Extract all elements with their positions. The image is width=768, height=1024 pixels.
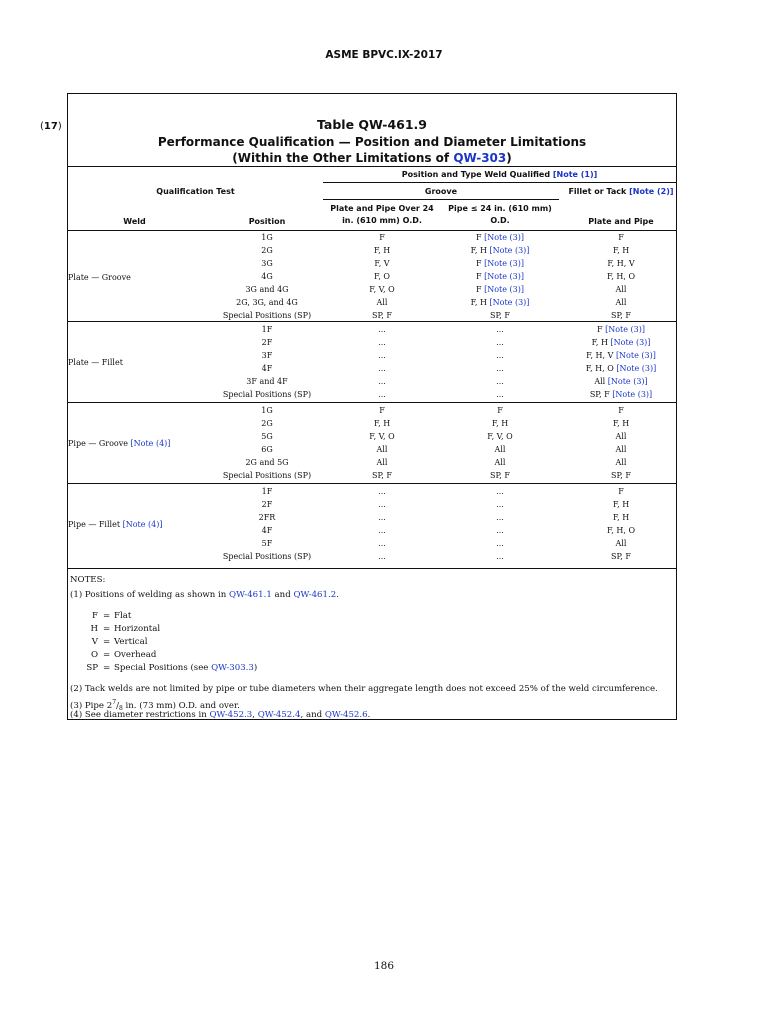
cell-value: ...: [496, 364, 504, 373]
cell-value: All: [615, 285, 627, 294]
cell-value: ...: [496, 487, 504, 496]
note-1-and: and: [271, 590, 294, 600]
plate-pipe-over-24-cell: F, V, O: [369, 285, 395, 294]
cell-value: ...: [496, 500, 504, 509]
note-3: (3) Pipe $2^7/_8$ in. (73 mm) O.D. and over.: [70, 699, 240, 712]
abbrev-key: H: [90, 624, 98, 634]
cell-value: F, H: [470, 246, 487, 255]
plate-pipe-over-24-cell: F, H: [373, 246, 391, 255]
fillet-tack-cell: [559, 377, 683, 387]
cell-value: F: [476, 272, 482, 281]
qw-303-3-link[interactable]: QW-303.3: [211, 663, 254, 673]
cell-value: F, H, O: [585, 364, 614, 373]
group-rule: [68, 321, 676, 322]
pipe-le-24-cell: [441, 458, 559, 468]
abbrev-equals: =: [103, 663, 111, 673]
abbrev-value: [114, 624, 160, 635]
plate-pipe-over-24-cell: ...: [378, 364, 386, 373]
pipe-le-24-cell: [441, 406, 559, 416]
cell-value: ...: [496, 351, 504, 360]
abbrev-value-text: Vertical: [114, 637, 148, 647]
plate-pipe-over-24-cell: SP, F: [372, 311, 392, 320]
cell-value: F, V, O: [487, 432, 513, 441]
groove-header: Groove: [424, 187, 458, 196]
pipe-le-24-cell: [441, 298, 559, 308]
pipe-le-24-cell: [441, 390, 559, 400]
position-cell: 4F: [261, 364, 273, 373]
note-3-link[interactable]: [Note (3)]: [484, 285, 524, 294]
cell-value: All: [615, 298, 627, 307]
position-cell: Special Positions (SP): [222, 311, 312, 320]
cell-value: F: [597, 325, 603, 334]
plate-pipe-over-24-cell: All: [376, 445, 388, 454]
position-cell: 2F: [261, 500, 273, 509]
cell-value: SP, F: [611, 552, 631, 561]
abbrev-value-text: Flat: [114, 611, 132, 621]
note-3-link[interactable]: [Note (3)]: [484, 272, 524, 281]
cell-value: SP, F: [589, 390, 610, 399]
cell-value: F, H: [612, 419, 630, 428]
revision-mark: [40, 121, 62, 132]
plate-pipe-over-24-cell: SP, F: [372, 471, 392, 480]
fillet-tack-cell: [559, 513, 683, 523]
fillet-tack-cell: [559, 432, 683, 442]
abbrev-equals: =: [103, 624, 111, 634]
plate-pipe-over-24-cell: ...: [378, 539, 386, 548]
qw-452-6-link[interactable]: QW-452.6: [324, 710, 368, 720]
note-3-link[interactable]: [Note (3)]: [605, 325, 645, 334]
cell-value: F: [618, 487, 624, 496]
position-cell: 6G: [261, 445, 273, 454]
abbrev-value-text: Horizontal: [114, 624, 161, 634]
table-title: [67, 117, 677, 167]
pipe-le-24-cell: [441, 513, 559, 523]
fillet-tack-header: [559, 187, 683, 197]
position-cell: 1F: [261, 325, 273, 334]
note-1-link[interactable]: [Note (1)]: [552, 170, 598, 179]
weld-type-cell: [68, 520, 163, 530]
pipe-le-24-cell: [441, 471, 559, 481]
plate-pipe-over-24-cell: ...: [378, 325, 386, 334]
cell-value: SP, F: [611, 471, 631, 480]
position-cell: 5G: [261, 432, 273, 441]
fillet-tack-label: Fillet or Tack: [568, 187, 630, 196]
cell-value: F: [476, 233, 482, 242]
cell-value: F, H, V: [607, 259, 635, 268]
pipe-le-24-cell: [441, 246, 559, 256]
fillet-tack-cell: [559, 325, 683, 335]
table-number: Table QW-461.9: [317, 117, 427, 132]
position-cell: 1F: [261, 487, 273, 496]
note-4-text: (4) See diameter restrictions in: [70, 710, 210, 720]
abbrev-key: SP: [86, 663, 98, 673]
cell-value: F, H: [612, 500, 630, 509]
pipe-le-24-cell: [441, 285, 559, 295]
fillet-tack-cell: [559, 246, 683, 256]
pipe-le-24-cell: [441, 419, 559, 429]
position-cell: 4G: [261, 272, 273, 281]
notes-heading: NOTES:: [70, 575, 106, 585]
pipe-le-24-cell: [441, 311, 559, 321]
pipe-le-24-cell: [441, 445, 559, 455]
weld-type-label: Plate — Fillet: [68, 358, 123, 367]
position-cell: 1G: [261, 406, 273, 415]
note-3-link[interactable]: [Note (3)]: [484, 233, 524, 242]
weld-type-label: Pipe — Fillet: [68, 520, 121, 529]
plate-pipe-over-24-cell: F: [379, 233, 385, 242]
pipe-le-24-cell: [441, 233, 559, 243]
weld-type-cell: [68, 358, 123, 368]
position-type-header: [323, 170, 676, 180]
fillet-tack-cell: [559, 445, 683, 455]
position-cell: 5F: [261, 539, 273, 548]
weld-type-cell: [68, 439, 170, 449]
pipe-le-24-cell: [441, 259, 559, 269]
cell-value: All: [615, 458, 627, 467]
plate-pipe-over-header-line2: in. (610 mm) O.D.: [342, 216, 422, 225]
abbrev-equals: =: [103, 611, 111, 621]
header-rule-position-type: [323, 182, 676, 183]
cell-value: All: [615, 445, 627, 454]
abbrev-value-text: Overhead: [114, 650, 157, 660]
position-cell: 3F: [261, 351, 273, 360]
weld-header: Weld: [123, 217, 146, 226]
fillet-tack-cell: [559, 338, 683, 348]
abbrev-value: [114, 611, 131, 622]
plate-pipe-over-24-cell: All: [376, 298, 388, 307]
cell-value: ...: [496, 526, 504, 535]
qw-452-3-link[interactable]: QW-452.3: [209, 710, 253, 720]
abbrev-close-paren: ): [253, 663, 258, 673]
plate-pipe-over-24-cell: ...: [378, 377, 386, 386]
position-cell: 2G and 5G: [245, 458, 289, 467]
weld-type-cell: [68, 273, 131, 283]
cell-value: F, H, V: [586, 351, 614, 360]
plate-pipe-over-24-cell: ...: [378, 513, 386, 522]
abbrev-value: [114, 650, 156, 661]
note-4: [70, 710, 370, 721]
fillet-tack-cell: [559, 552, 683, 562]
position-cell: Special Positions (SP): [222, 552, 312, 561]
cell-value: SP, F: [490, 471, 510, 480]
note-4-sep-1: ,: [252, 710, 258, 720]
fillet-tack-cell: [559, 311, 683, 321]
note-3-link[interactable]: [Note (3)]: [612, 390, 653, 399]
cell-value: SP, F: [611, 311, 631, 320]
pipe-le-header-line2: O.D.: [490, 216, 510, 225]
position-header: Position: [248, 217, 286, 226]
plate-pipe-over-24-cell: ...: [378, 552, 386, 561]
fillet-tack-cell: [559, 500, 683, 510]
weld-type-label: Plate — Groove: [68, 272, 131, 282]
note-1: [70, 590, 339, 601]
qw-461-2-link[interactable]: QW-461.2: [293, 590, 337, 600]
revision-open-paren: (: [40, 121, 44, 132]
pipe-le-24-cell: [441, 351, 559, 361]
plate-pipe-over-24-cell: All: [376, 458, 388, 467]
plate-pipe-over-24-cell: ...: [378, 500, 386, 509]
revision-close-paren: ): [57, 121, 62, 132]
group-rule: [68, 483, 676, 484]
pipe-le-24-cell: [441, 325, 559, 335]
position-cell: 2G: [261, 419, 273, 428]
cell-value: ...: [496, 377, 504, 386]
plate-pipe-over-24-cell: ...: [378, 351, 386, 360]
fillet-tack-cell: [559, 406, 683, 416]
cell-value: All: [494, 445, 506, 454]
note-1-text: (1) Positions of welding as shown in: [70, 590, 230, 600]
note-3-link[interactable]: [Note (3)]: [484, 259, 524, 268]
note-3-link[interactable]: [Note (3)]: [610, 338, 651, 347]
note-2-link[interactable]: [Note (2)]: [629, 187, 674, 196]
cell-value: ...: [496, 513, 504, 522]
cell-value: ...: [496, 338, 504, 347]
cell-value: All: [615, 539, 627, 548]
cell-value: F, H: [491, 419, 509, 428]
weld-note-link[interactable]: [Note (4)]: [122, 520, 163, 529]
header-rule-top: [68, 166, 676, 167]
note-2: (2) Tack welds are not limited by pipe or tube diameters when their aggregate length does not exceed 25% of the weld circumference.: [70, 684, 658, 694]
note-1-period: .: [336, 590, 339, 600]
position-cell: 2F: [261, 338, 273, 347]
note-3-prefix: (3) Pipe 2: [70, 701, 113, 711]
plate-and-pipe-header: Plate and Pipe: [588, 217, 654, 226]
note-3-link[interactable]: [Note (3)]: [489, 246, 530, 255]
position-cell: 2G: [261, 246, 273, 255]
cell-value: ...: [496, 325, 504, 334]
position-cell: Special Positions (SP): [222, 390, 312, 399]
abbrev-value-text: Special Positions (see: [114, 663, 212, 673]
plate-pipe-over-24-cell: F, O: [374, 272, 390, 281]
qw-461-1-link[interactable]: QW-461.1: [229, 590, 272, 600]
revision-number: 17: [43, 121, 58, 132]
cell-value: ...: [496, 539, 504, 548]
plate-pipe-over-24-cell: F: [379, 406, 385, 415]
fillet-tack-cell: [559, 539, 683, 549]
position-cell: 3G and 4G: [245, 285, 289, 294]
plate-pipe-over-24-cell: ...: [378, 338, 386, 347]
cell-value: All: [615, 432, 627, 441]
fillet-tack-cell: [559, 259, 683, 269]
pipe-le-24-cell: [441, 552, 559, 562]
abbrev-key: V: [91, 637, 98, 647]
fillet-tack-cell: [559, 285, 683, 295]
plate-pipe-over-header-line1: Plate and Pipe Over 24: [330, 204, 434, 213]
cell-value: F, H, O: [606, 272, 635, 281]
cell-value: ...: [496, 390, 504, 399]
abbrev-equals: =: [103, 650, 111, 660]
weld-note-link[interactable]: [Note (4)]: [130, 439, 171, 448]
subcaption-prefix: (Within the Other Limitations of: [232, 151, 454, 165]
plate-pipe-over-24-cell: F, V: [374, 259, 390, 268]
plate-pipe-over-24-cell: ...: [378, 487, 386, 496]
note-3-link[interactable]: [Note (3)]: [616, 364, 657, 373]
plate-pipe-over-24-cell: ...: [378, 390, 386, 399]
fillet-tack-cell: [559, 419, 683, 429]
abbrev-value: [114, 637, 148, 648]
pipe-le-24-cell: [441, 377, 559, 387]
cell-value: F, H: [612, 513, 630, 522]
pipe-le-24-cell: [441, 526, 559, 536]
pipe-le-24-cell: [441, 539, 559, 549]
position-cell: 1G: [261, 233, 273, 242]
pipe-le-24-cell: [441, 500, 559, 510]
table-subcaption: [67, 150, 677, 167]
position-cell: 3F and 4F: [246, 377, 288, 386]
pipe-le-24-cell: [441, 487, 559, 497]
qualification-test-header: Qualification Test: [156, 187, 235, 196]
group-rule: [68, 402, 676, 403]
note-3-suffix: in. (73 mm) O.D. and over.: [122, 701, 240, 711]
position-cell: 2FR: [258, 513, 276, 522]
abbrev-value: [114, 663, 257, 674]
fillet-tack-cell: [559, 351, 683, 361]
running-header: ASME BPVC.IX-2017: [325, 49, 443, 61]
fillet-tack-cell: [559, 298, 683, 308]
table-caption: Performance Qualification — Position and Diameter Limitations: [157, 134, 587, 149]
position-type-label: Position and Type Weld Qualified: [401, 170, 553, 179]
plate-pipe-over-24-cell: F, H: [373, 419, 391, 428]
fillet-tack-cell: [559, 364, 683, 374]
cell-value: F, H: [612, 246, 630, 255]
cell-value: F, H, O: [606, 526, 635, 535]
pipe-le-24-cell: [441, 432, 559, 442]
fillet-tack-cell: [559, 458, 683, 468]
cell-value: F: [618, 233, 624, 242]
abbrev-key: O: [90, 650, 98, 660]
cell-value: F: [497, 406, 503, 415]
cell-value: All: [594, 377, 606, 386]
page-number: 186: [373, 960, 395, 972]
cell-value: F: [476, 285, 482, 294]
fillet-tack-cell: [559, 272, 683, 282]
fillet-tack-cell: [559, 471, 683, 481]
group-rule: [68, 568, 676, 569]
note-3-link[interactable]: [Note (3)]: [615, 351, 656, 360]
cell-value: F: [476, 259, 482, 268]
fillet-tack-cell: [559, 487, 683, 497]
plate-pipe-over-24-cell: ...: [378, 526, 386, 535]
note-3-link[interactable]: [Note (3)]: [607, 377, 648, 386]
abbrev-equals: =: [103, 637, 111, 647]
subcaption-suffix: ): [506, 151, 512, 165]
plate-pipe-over-24-cell: F, V, O: [369, 432, 395, 441]
position-cell: 2G, 3G, and 4G: [236, 298, 298, 307]
note-3-fraction-denominator: 8: [118, 705, 123, 712]
cell-value: ...: [496, 552, 504, 561]
cell-value: F: [618, 406, 624, 415]
weld-type-label: Pipe — Groove: [68, 439, 128, 448]
cell-value: F, H: [470, 298, 487, 307]
position-cell: 4F: [261, 526, 273, 535]
fillet-tack-cell: [559, 526, 683, 536]
note-4-period: .: [367, 710, 371, 720]
position-cell: Special Positions (SP): [222, 471, 312, 480]
pipe-le-header-line1: Pipe ≤ 24 in. (610 mm): [448, 204, 552, 213]
header-rule-bottom: [68, 230, 676, 231]
note-3-link[interactable]: [Note (3)]: [489, 298, 530, 307]
note-4-sep-2: , and: [300, 710, 325, 720]
pipe-le-24-cell: [441, 338, 559, 348]
cell-value: F, H: [591, 338, 608, 347]
cell-value: All: [494, 458, 506, 467]
pipe-le-24-cell: [441, 364, 559, 374]
qw-452-4-link[interactable]: QW-452.4: [257, 710, 301, 720]
header-rule-groove: [323, 199, 559, 200]
fillet-tack-cell: [559, 390, 683, 400]
abbrev-key: F: [92, 611, 98, 621]
position-cell: 3G: [261, 259, 273, 268]
note-3-fraction-numerator: 7: [112, 699, 117, 706]
cell-value: SP, F: [490, 311, 510, 320]
fillet-tack-cell: [559, 233, 683, 243]
pipe-le-24-cell: [441, 272, 559, 282]
qw-303-link[interactable]: QW-303: [453, 151, 507, 165]
